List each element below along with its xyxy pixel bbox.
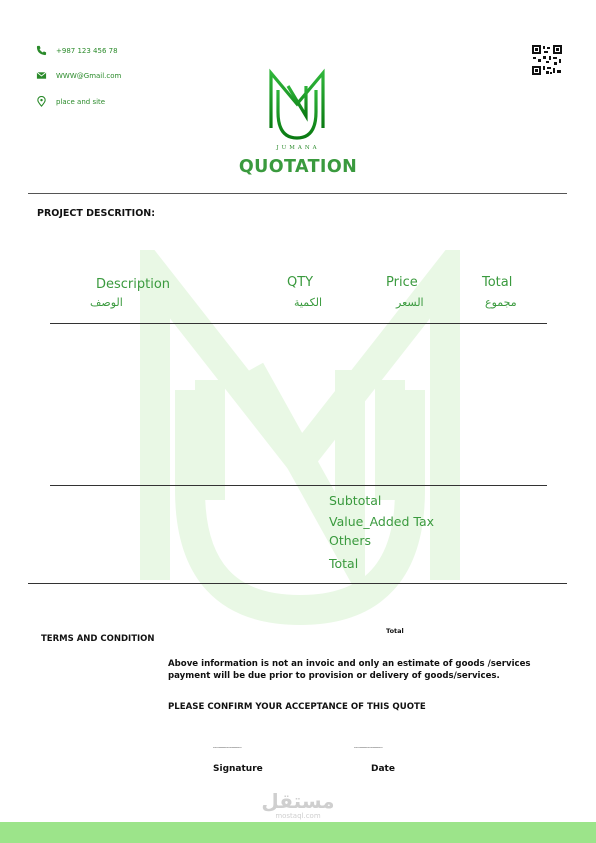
mail-icon [36,70,47,81]
col-header-price-ar: السعر [396,296,424,309]
brand-logo [266,68,328,144]
table-body-line [50,485,547,486]
summary-vat: Value_Added Tax [329,514,434,529]
mostaql-watermark-text: مستقل [261,789,335,813]
contact-address [36,96,105,107]
project-description-label: PROJECT DESCRITION: [37,208,156,219]
col-header-description-ar: الوصف [90,296,123,309]
terms-label: TERMS AND CONDITION [41,634,155,644]
phone-icon [36,45,47,56]
col-header-total-ar: مجموع [485,296,517,309]
qr-code [532,45,562,75]
terms-note-line2: payment will be due prior to provision or delivery of goods/services. [168,670,500,681]
signature-line: .......................... [213,744,242,750]
terms-total-label: Total [386,627,404,635]
location-pin-icon [36,96,47,107]
date-line: .......................... [354,744,383,750]
mostaql-watermark [258,790,338,820]
col-header-total: Total [482,275,513,290]
contact-email [36,70,121,81]
divider-summary [28,583,567,584]
mostaql-watermark-sub: mostaql.com [275,812,321,820]
col-header-qty: QTY [287,275,314,290]
col-header-price: Price [386,275,418,290]
page-title: QUOTATION [238,157,358,177]
bottom-bar [0,822,596,843]
summary-others: Others [329,533,372,548]
col-header-description: Description [96,277,171,292]
signature-label: Signature [213,764,263,774]
summary-subtotal: Subtotal [329,493,382,508]
address-text: place and site [56,97,106,106]
brand-name: JUMANA [276,145,320,151]
contact-phone [36,45,118,56]
table-header-line [50,323,547,324]
col-header-qty-ar: الكمية [294,296,323,309]
phone-number: +987 123 456 78 [56,46,118,55]
email-address: WWW@Gmail.com [56,71,122,80]
confirm-text: PLEASE CONFIRM YOUR ACCEPTANCE OF THIS QUOTE [168,702,426,712]
terms-note-line1: Above information is not an invoic and only an estimate of goods /services [168,659,531,669]
divider-top [28,193,567,194]
terms-note [168,659,531,682]
date-label: Date [371,764,395,774]
summary-total: Total [329,556,359,571]
